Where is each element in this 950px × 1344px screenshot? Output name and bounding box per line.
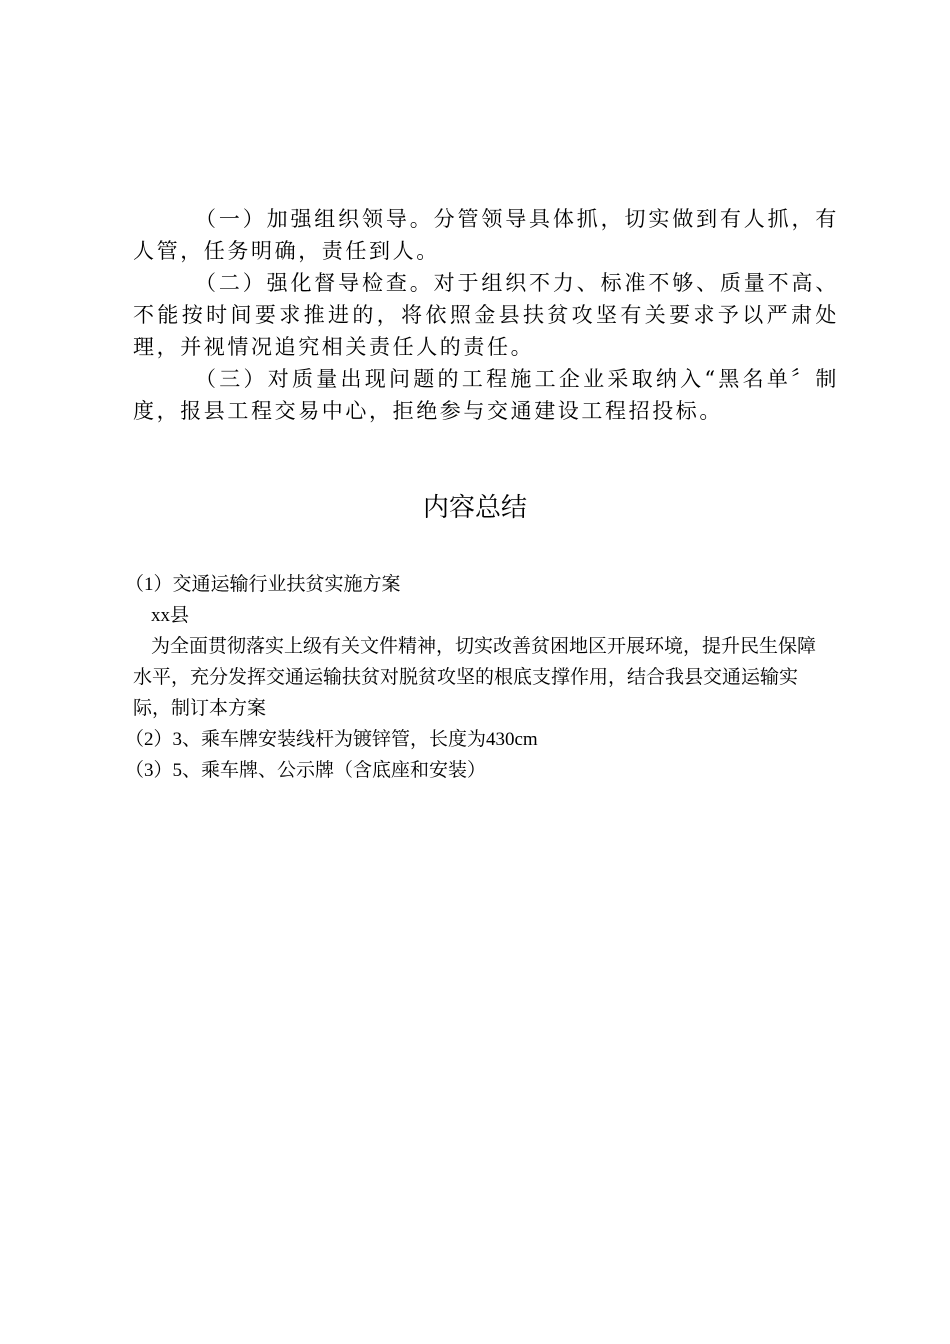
summary-title: 内容总结 — [422, 493, 527, 523]
summary-item-3: （3）5、乘车牌、公示牌（含底座和安装） — [125, 760, 487, 781]
summary-section — [125, 569, 823, 786]
summary-item-1-body: 为全面贯彻落实上级有关文件精神，切实改善贫困地区开展环境，提升民生保障水平，充分发挥交通运输扶贫对脱贫攻坚的根底支撑作用，结合我县交通运输实际，制订本方案 — [133, 636, 817, 719]
body-text-section — [133, 203, 839, 427]
paragraph-supervision-inspection: （二）强化督导检查。对于组织不力、标准不够、质量不高、不能按时间要求推进的，将依照金县扶贫攻坚有关要求予以严肃处理，并视情况追究相关责任人的责任。 — [133, 271, 839, 359]
paragraph-organization-leadership: （一）加强组织领导。分管领导具体抓，切实做到有人抓，有人管，任务明确，责任到人。 — [133, 207, 839, 263]
summary-item-2: （2）3、乘车牌安装线杆为镀锌管，长度为430cm — [125, 729, 538, 750]
paragraph-quality-blacklist: （三）对质量出现问题的工程施工企业采取纳入“黑名单〞制度，报县工程交易中心，拒绝参与交通建设工程招投标。 — [133, 367, 839, 423]
summary-item-1-title: （1）交通运输行业扶贫实施方案 — [125, 574, 401, 595]
summary-item-1-county: xx县 — [151, 605, 190, 626]
